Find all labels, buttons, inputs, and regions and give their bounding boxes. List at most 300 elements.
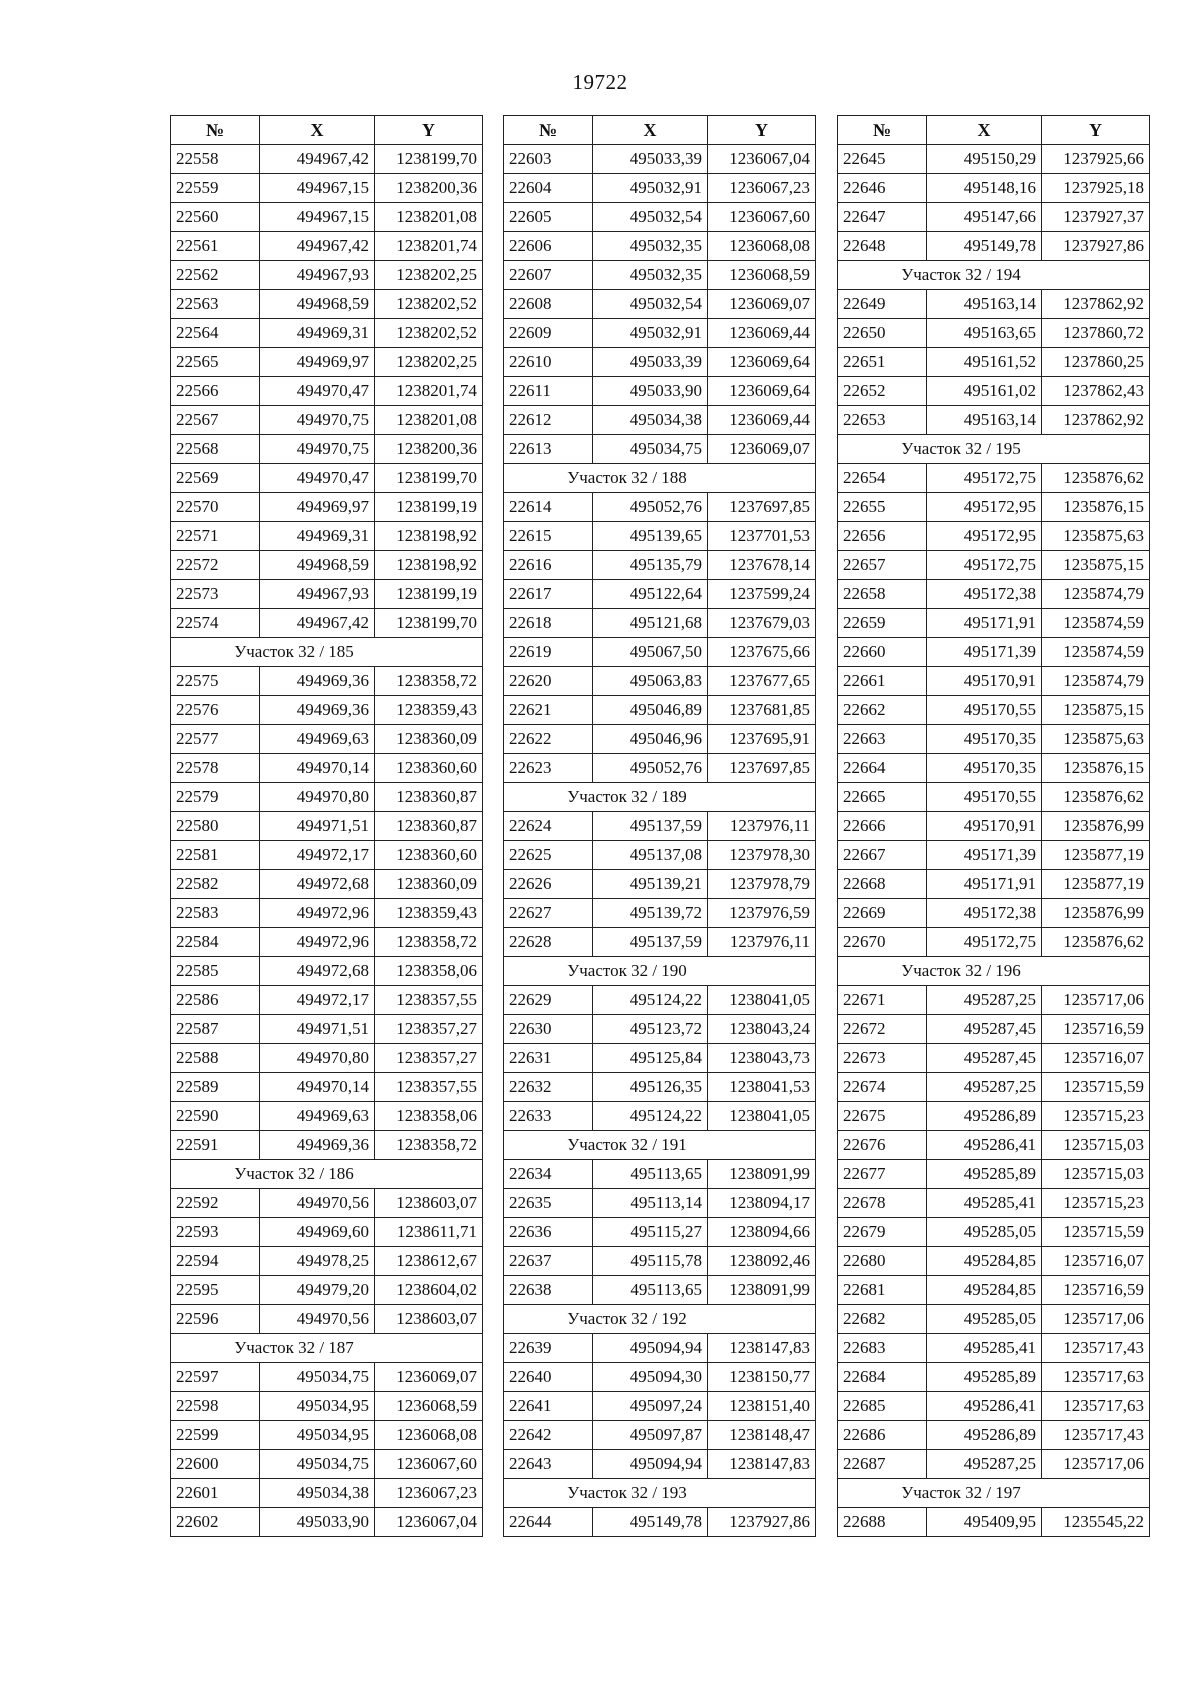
x-coordinate-cell: 494970,80 [260,783,375,812]
point-number-cell: 22640 [504,1363,593,1392]
table-row [838,1044,1150,1073]
table-row [504,1189,816,1218]
y-coordinate-cell: 1236068,59 [375,1392,483,1421]
y-coordinate-cell: 1238202,52 [375,319,483,348]
point-number-cell: 22643 [504,1450,593,1479]
table-row [838,928,1150,957]
x-coordinate-cell: 494969,31 [260,319,375,348]
table-row [838,609,1150,638]
x-coordinate-cell: 494967,93 [260,261,375,290]
x-coordinate-cell: 494969,31 [260,522,375,551]
point-number-cell: 22678 [838,1189,927,1218]
x-coordinate-cell: 495149,78 [593,1508,708,1537]
y-coordinate-cell: 1236069,64 [708,348,816,377]
x-coordinate-cell: 495172,75 [927,464,1042,493]
y-coordinate-cell: 1235874,59 [1042,638,1150,667]
point-number-cell: 22592 [171,1189,260,1218]
x-coordinate-cell: 494969,63 [260,725,375,754]
y-coordinate-cell: 1237925,18 [1042,174,1150,203]
y-coordinate-cell: 1236069,07 [708,290,816,319]
table-row [838,377,1150,406]
point-number-cell: 22562 [171,261,260,290]
table-row [171,667,483,696]
point-number-cell: 22654 [838,464,927,493]
y-coordinate-cell: 1236069,64 [708,377,816,406]
point-number-cell: 22638 [504,1276,593,1305]
point-number-cell: 22607 [504,261,593,290]
section-row [838,957,1150,986]
point-number-cell: 22581 [171,841,260,870]
y-coordinate-cell: 1236067,04 [375,1508,483,1537]
x-coordinate-cell: 494968,59 [260,290,375,319]
point-number-cell: 22644 [504,1508,593,1537]
section-row [504,783,816,812]
y-coordinate-cell: 1237862,92 [1042,290,1150,319]
page-number: 19722 [572,70,628,94]
y-coordinate-cell: 1238201,74 [375,232,483,261]
x-coordinate-cell: 495285,89 [927,1160,1042,1189]
y-coordinate-cell: 1238151,40 [708,1392,816,1421]
point-number-cell: 22594 [171,1247,260,1276]
point-number-cell: 22606 [504,232,593,261]
x-coordinate-cell: 494970,75 [260,435,375,464]
section-title: Участок 32 / 195 [838,435,1150,464]
table-row [838,1131,1150,1160]
y-coordinate-cell: 1235717,06 [1042,1305,1150,1334]
table-row [171,551,483,580]
y-coordinate-cell: 1238094,66 [708,1218,816,1247]
x-coordinate-cell: 494972,96 [260,899,375,928]
table-row [504,696,816,725]
section-title: Участок 32 / 191 [504,1131,816,1160]
table-row [838,493,1150,522]
x-coordinate-cell: 495046,96 [593,725,708,754]
table-row [171,203,483,232]
point-number-cell: 22686 [838,1421,927,1450]
table-row [171,464,483,493]
x-coordinate-cell: 495033,39 [593,348,708,377]
table-row [504,1247,816,1276]
y-coordinate-cell: 1237599,24 [708,580,816,609]
point-number-cell: 22639 [504,1334,593,1363]
point-number-cell: 22586 [171,986,260,1015]
table-row [504,1508,816,1537]
point-number-cell: 22601 [171,1479,260,1508]
table-row [504,145,816,174]
y-coordinate-cell: 1236068,08 [375,1421,483,1450]
y-coordinate-cell: 1235715,03 [1042,1131,1150,1160]
table-row [504,609,816,638]
section-title: Участок 32 / 190 [504,957,816,986]
point-number-cell: 22634 [504,1160,593,1189]
table-row [504,1363,816,1392]
y-coordinate-cell: 1235874,59 [1042,609,1150,638]
point-number-cell: 22600 [171,1450,260,1479]
x-coordinate-cell: 495285,41 [927,1189,1042,1218]
table-row [171,1276,483,1305]
section-title: Участок 32 / 194 [838,261,1150,290]
x-coordinate-cell: 495115,27 [593,1218,708,1247]
point-number-cell: 22596 [171,1305,260,1334]
x-coordinate-cell: 495032,35 [593,232,708,261]
point-number-cell: 22641 [504,1392,593,1421]
y-coordinate-cell: 1238357,27 [375,1015,483,1044]
x-coordinate-cell: 495170,35 [927,725,1042,754]
column-header-x: X [593,116,708,145]
y-coordinate-cell: 1235717,63 [1042,1392,1150,1421]
section-row [838,435,1150,464]
table-row [838,1073,1150,1102]
y-coordinate-cell: 1238360,87 [375,783,483,812]
table-row [838,464,1150,493]
table-row [838,522,1150,551]
y-coordinate-cell: 1235876,99 [1042,812,1150,841]
point-number-cell: 22669 [838,899,927,928]
table-row [838,1392,1150,1421]
y-coordinate-cell: 1238358,06 [375,1102,483,1131]
point-number-cell: 22628 [504,928,593,957]
table-row [504,435,816,464]
table-row [171,725,483,754]
point-number-cell: 22676 [838,1131,927,1160]
point-number-cell: 22560 [171,203,260,232]
point-number-cell: 22633 [504,1102,593,1131]
table-row [504,406,816,435]
table-row [504,1334,816,1363]
point-number-cell: 22664 [838,754,927,783]
section-row [171,638,483,667]
y-coordinate-cell: 1238358,72 [375,667,483,696]
point-number-cell: 22646 [838,174,927,203]
table-row [504,1276,816,1305]
x-coordinate-cell: 495287,25 [927,1450,1042,1479]
table-row [171,145,483,174]
y-coordinate-cell: 1235877,19 [1042,870,1150,899]
x-coordinate-cell: 494970,56 [260,1189,375,1218]
x-coordinate-cell: 495137,08 [593,841,708,870]
table-row [838,290,1150,319]
point-number-cell: 22608 [504,290,593,319]
point-number-cell: 22567 [171,406,260,435]
x-coordinate-cell: 494967,15 [260,203,375,232]
table-row [171,957,483,986]
table-row [171,1131,483,1160]
section-title: Участок 32 / 185 [171,638,483,667]
y-coordinate-cell: 1235876,62 [1042,928,1150,957]
table-row [171,493,483,522]
point-number-cell: 22671 [838,986,927,1015]
table-row [838,1276,1150,1305]
x-coordinate-cell: 494972,17 [260,986,375,1015]
x-coordinate-cell: 494970,47 [260,464,375,493]
x-coordinate-cell: 495046,89 [593,696,708,725]
column-header-x: X [927,116,1042,145]
table-row [838,986,1150,1015]
section-title: Участок 32 / 186 [171,1160,483,1189]
point-number-cell: 22582 [171,870,260,899]
point-number-cell: 22580 [171,812,260,841]
x-coordinate-cell: 495115,78 [593,1247,708,1276]
table-row [171,1305,483,1334]
point-number-cell: 22578 [171,754,260,783]
x-coordinate-cell: 495287,45 [927,1044,1042,1073]
x-coordinate-cell: 495032,91 [593,319,708,348]
table-row [838,232,1150,261]
x-coordinate-cell: 495097,24 [593,1392,708,1421]
point-number-cell: 22587 [171,1015,260,1044]
table-row [504,348,816,377]
x-coordinate-cell: 495172,75 [927,928,1042,957]
x-coordinate-cell: 495124,22 [593,1102,708,1131]
x-coordinate-cell: 494970,14 [260,754,375,783]
point-number-cell: 22591 [171,1131,260,1160]
y-coordinate-cell: 1238201,08 [375,203,483,232]
y-coordinate-cell: 1235874,79 [1042,580,1150,609]
y-coordinate-cell: 1238359,43 [375,899,483,928]
point-number-cell: 22665 [838,783,927,812]
x-coordinate-cell: 495034,95 [260,1421,375,1450]
y-coordinate-cell: 1235715,03 [1042,1160,1150,1189]
table-row [171,754,483,783]
x-coordinate-cell: 495032,91 [593,174,708,203]
x-coordinate-cell: 495172,38 [927,899,1042,928]
x-coordinate-cell: 495172,75 [927,551,1042,580]
table-row [171,261,483,290]
table-row [504,522,816,551]
y-coordinate-cell: 1235875,15 [1042,696,1150,725]
point-number-cell: 22624 [504,812,593,841]
x-coordinate-cell: 495171,91 [927,870,1042,899]
table-row [171,609,483,638]
table-row [171,232,483,261]
x-coordinate-cell: 495067,50 [593,638,708,667]
x-coordinate-cell: 494972,68 [260,870,375,899]
x-coordinate-cell: 495034,75 [260,1363,375,1392]
y-coordinate-cell: 1237697,85 [708,754,816,783]
table-row [171,435,483,464]
table-row [838,145,1150,174]
y-coordinate-cell: 1238358,06 [375,957,483,986]
x-coordinate-cell: 495121,68 [593,609,708,638]
section-row [171,1334,483,1363]
table-row [838,406,1150,435]
x-coordinate-cell: 495170,55 [927,696,1042,725]
point-number-cell: 22609 [504,319,593,348]
point-number-cell: 22583 [171,899,260,928]
table-row [504,1392,816,1421]
x-coordinate-cell: 494972,96 [260,928,375,957]
x-coordinate-cell: 495125,84 [593,1044,708,1073]
y-coordinate-cell: 1235876,62 [1042,464,1150,493]
table-row [504,1073,816,1102]
x-coordinate-cell: 495285,89 [927,1363,1042,1392]
point-number-cell: 22604 [504,174,593,203]
y-coordinate-cell: 1237978,30 [708,841,816,870]
table-row [504,1015,816,1044]
point-number-cell: 22673 [838,1044,927,1073]
x-coordinate-cell: 494970,47 [260,377,375,406]
point-number-cell: 22635 [504,1189,593,1218]
point-number-cell: 22620 [504,667,593,696]
x-coordinate-cell: 495124,22 [593,986,708,1015]
y-coordinate-cell: 1237927,86 [708,1508,816,1537]
x-coordinate-cell: 495287,25 [927,1073,1042,1102]
table-row [838,203,1150,232]
table-row [171,522,483,551]
x-coordinate-cell: 495170,35 [927,754,1042,783]
y-coordinate-cell: 1238199,70 [375,609,483,638]
section-title: Участок 32 / 188 [504,464,816,493]
point-number-cell: 22684 [838,1363,927,1392]
section-title: Участок 32 / 193 [504,1479,816,1508]
y-coordinate-cell: 1238202,25 [375,261,483,290]
column-header-number: № [838,116,927,145]
point-number-cell: 22561 [171,232,260,261]
point-number-cell: 22613 [504,435,593,464]
x-coordinate-cell: 495094,30 [593,1363,708,1392]
table-row [171,899,483,928]
x-coordinate-cell: 495032,35 [593,261,708,290]
y-coordinate-cell: 1236067,23 [708,174,816,203]
y-coordinate-cell: 1235717,43 [1042,1334,1150,1363]
x-coordinate-cell: 494969,97 [260,348,375,377]
point-number-cell: 22570 [171,493,260,522]
point-number-cell: 22559 [171,174,260,203]
y-coordinate-cell: 1238358,72 [375,928,483,957]
point-number-cell: 22675 [838,1102,927,1131]
coordinates-table-1 [170,115,483,1537]
point-number-cell: 22668 [838,870,927,899]
table-row [504,986,816,1015]
point-number-cell: 22645 [838,145,927,174]
x-coordinate-cell: 495163,65 [927,319,1042,348]
x-coordinate-cell: 495171,91 [927,609,1042,638]
x-coordinate-cell: 494969,60 [260,1218,375,1247]
y-coordinate-cell: 1238357,55 [375,986,483,1015]
point-number-cell: 22605 [504,203,593,232]
table-row [171,319,483,348]
point-number-cell: 22595 [171,1276,260,1305]
y-coordinate-cell: 1235715,23 [1042,1102,1150,1131]
x-coordinate-cell: 494969,36 [260,1131,375,1160]
x-coordinate-cell: 494969,63 [260,1102,375,1131]
x-coordinate-cell: 495126,35 [593,1073,708,1102]
section-row [171,1160,483,1189]
section-row [504,1479,816,1508]
y-coordinate-cell: 1238360,60 [375,841,483,870]
x-coordinate-cell: 495286,89 [927,1421,1042,1450]
table-row [504,174,816,203]
point-number-cell: 22658 [838,580,927,609]
point-number-cell: 22683 [838,1334,927,1363]
y-coordinate-cell: 1237695,91 [708,725,816,754]
point-number-cell: 22677 [838,1160,927,1189]
table-row [838,348,1150,377]
x-coordinate-cell: 495139,65 [593,522,708,551]
y-coordinate-cell: 1235716,07 [1042,1247,1150,1276]
x-coordinate-cell: 494967,42 [260,145,375,174]
x-coordinate-cell: 494971,51 [260,1015,375,1044]
point-number-cell: 22657 [838,551,927,580]
x-coordinate-cell: 495137,59 [593,812,708,841]
table-row [171,406,483,435]
x-coordinate-cell: 495097,87 [593,1421,708,1450]
table-row [504,1218,816,1247]
y-coordinate-cell: 1237862,92 [1042,406,1150,435]
table-row [504,841,816,870]
point-number-cell: 22568 [171,435,260,464]
point-number-cell: 22589 [171,1073,260,1102]
x-coordinate-cell: 495034,38 [593,406,708,435]
y-coordinate-cell: 1236068,08 [708,232,816,261]
point-number-cell: 22682 [838,1305,927,1334]
point-number-cell: 22626 [504,870,593,899]
table-row [171,1247,483,1276]
y-coordinate-cell: 1236067,23 [375,1479,483,1508]
point-number-cell: 22590 [171,1102,260,1131]
x-coordinate-cell: 494970,75 [260,406,375,435]
section-row [504,957,816,986]
y-coordinate-cell: 1238199,70 [375,464,483,493]
table-row [171,986,483,1015]
point-number-cell: 22602 [171,1508,260,1537]
table-header-row [504,116,816,145]
coordinates-table-2 [503,115,816,1537]
x-coordinate-cell: 494967,15 [260,174,375,203]
y-coordinate-cell: 1238199,70 [375,145,483,174]
x-coordinate-cell: 495137,59 [593,928,708,957]
point-number-cell: 22597 [171,1363,260,1392]
x-coordinate-cell: 495170,91 [927,667,1042,696]
y-coordinate-cell: 1235876,99 [1042,899,1150,928]
x-coordinate-cell: 495163,14 [927,290,1042,319]
table-header-row [838,116,1150,145]
y-coordinate-cell: 1237860,25 [1042,348,1150,377]
point-number-cell: 22572 [171,551,260,580]
table-row [504,1421,816,1450]
table-row [504,812,816,841]
y-coordinate-cell: 1235876,62 [1042,783,1150,812]
table-row [504,870,816,899]
x-coordinate-cell: 495034,95 [260,1392,375,1421]
x-coordinate-cell: 494967,42 [260,609,375,638]
point-number-cell: 22647 [838,203,927,232]
x-coordinate-cell: 495063,83 [593,667,708,696]
table-row [838,1247,1150,1276]
y-coordinate-cell: 1238091,99 [708,1160,816,1189]
y-coordinate-cell: 1235877,19 [1042,841,1150,870]
point-number-cell: 22636 [504,1218,593,1247]
y-coordinate-cell: 1235717,63 [1042,1363,1150,1392]
y-coordinate-cell: 1238360,09 [375,870,483,899]
y-coordinate-cell: 1237978,79 [708,870,816,899]
point-number-cell: 22642 [504,1421,593,1450]
point-number-cell: 22656 [838,522,927,551]
table-row [171,1450,483,1479]
x-coordinate-cell: 495123,72 [593,1015,708,1044]
table-row [838,1421,1150,1450]
table-row [171,348,483,377]
y-coordinate-cell: 1238359,43 [375,696,483,725]
point-number-cell: 22615 [504,522,593,551]
table-row [504,580,816,609]
y-coordinate-cell: 1238041,05 [708,1102,816,1131]
x-coordinate-cell: 495171,39 [927,638,1042,667]
table-row [504,290,816,319]
y-coordinate-cell: 1238199,19 [375,580,483,609]
point-number-cell: 22649 [838,290,927,319]
x-coordinate-cell: 495122,64 [593,580,708,609]
